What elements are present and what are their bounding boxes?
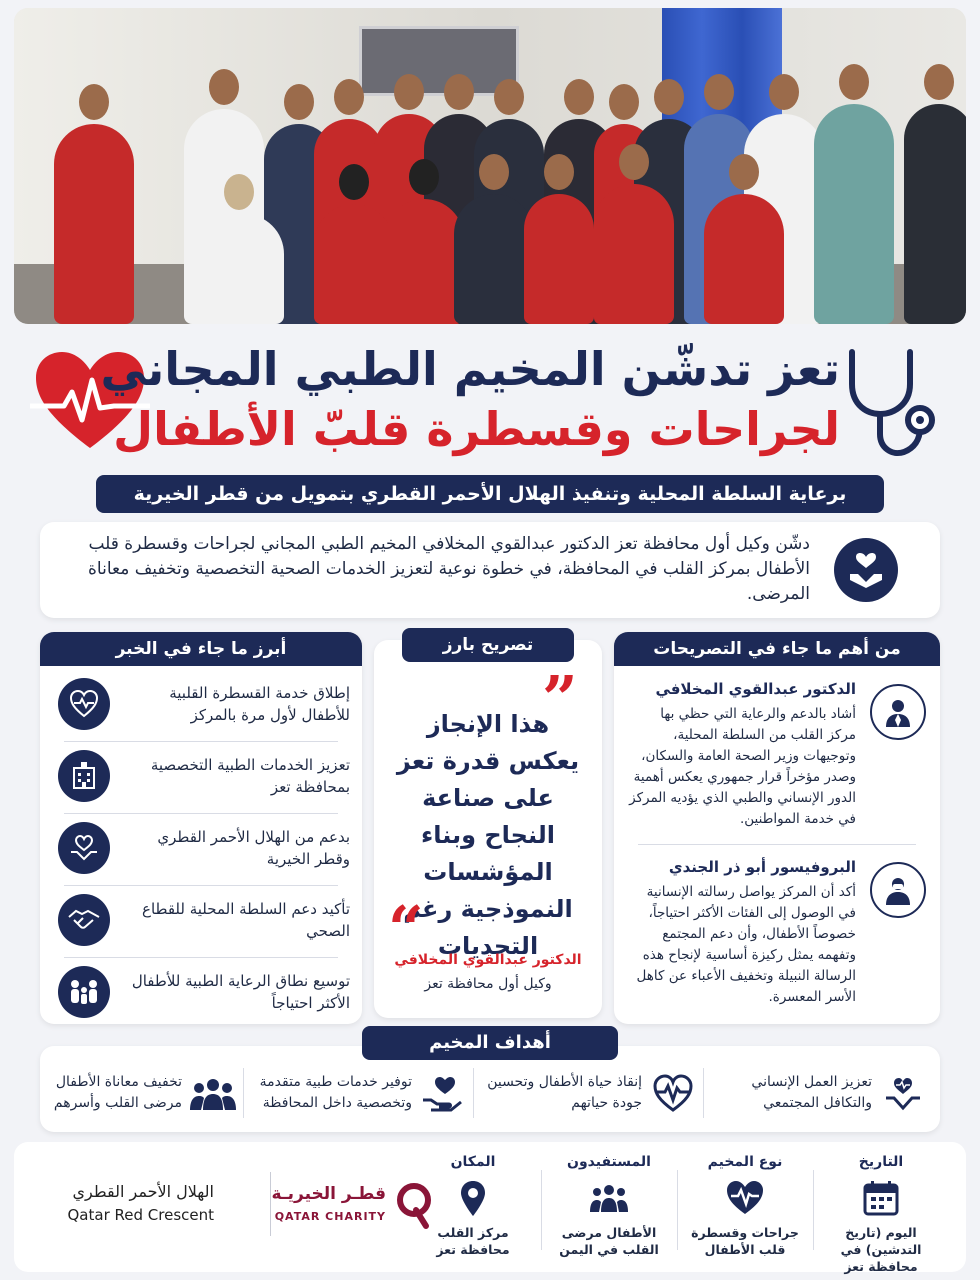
- statement-text: أكد أن المركز يواصل رسالته الإنسانية في الوصول إلى الفئات الأكثر احتياجاً، خصوصاً الأطفال، وأن دعم المجتمع وتفهمه يمثل ركيزة أساسية لإنجاح هذه الرسالة النبيلة وتخفيف الأعباء عن كاهل الأسر المعسرة.: [636, 884, 856, 1005]
- heart-hands-icon: [834, 538, 898, 602]
- qatar-charity-mark-icon: [394, 1180, 434, 1232]
- statement-text: أشاد بالدعم والرعاية التي حظي بها مركز القلب من السلطة المحلية، وتوجيهات وزير الصحة العامة والسكان، وصدر مؤخراً قرار جمهوري يعكس أهمية الدور الإنساني والطبي الذي يؤديه المركز في خدمة المواطنين.: [629, 706, 856, 827]
- heart-pulse-icon: [58, 678, 110, 730]
- calendar-icon: [861, 1178, 901, 1218]
- qatar-charity-ar: قطـر الخيريـة: [271, 1184, 386, 1204]
- qrc-en: Qatar Red Crescent: [67, 1206, 214, 1224]
- family-icon: [58, 966, 110, 1018]
- highlight-text: تأكيد دعم السلطة المحلية للقطاع الصحي: [142, 900, 350, 940]
- statement-item: [628, 858, 926, 1018]
- info-label: التاريخ: [858, 1154, 904, 1170]
- qatar-charity-logo: [271, 1178, 434, 1238]
- group-icon: [589, 1178, 629, 1218]
- highlight-text: إطلاق خدمة القسطرة القلبية للأطفال لأول مرة بالمركز: [169, 684, 350, 724]
- highlight-item: [52, 676, 350, 734]
- info-value: جراحات وقسطرة قلب الأطفال: [691, 1225, 799, 1257]
- quote-panel: [374, 635, 602, 1018]
- info-value: الأطفال مرضى القلب في اليمن: [559, 1225, 659, 1257]
- goal-item: [243, 1070, 468, 1120]
- highlights-heading: أبرز ما جاء في الخبر: [40, 632, 362, 666]
- intro-card: [40, 522, 940, 618]
- heart-pulse-icon: [725, 1178, 765, 1218]
- title-area: [0, 338, 980, 468]
- info-label: المستفيدون: [567, 1154, 651, 1170]
- projector-screen: [359, 26, 519, 96]
- red-crescent-icon: [44, 1188, 80, 1224]
- goal-text: تخفيف معاناة الأطفال مرضى القلب وأسرهم: [53, 1074, 182, 1111]
- location-pin-icon: [453, 1178, 493, 1218]
- highlight-text: بدعم من الهلال الأحمر القطري وقطر الخيرية: [157, 828, 350, 868]
- group-icon: [188, 1072, 238, 1116]
- doctor-icon: [870, 684, 926, 740]
- quote-heading: تصريح بارز: [402, 628, 574, 662]
- title-line-1: تعز تدشّن المخيم الطبي المجاني: [100, 342, 840, 396]
- statement-name: الدكتور عبدالقوي المخلافي: [655, 680, 856, 698]
- highlight-item: [52, 892, 350, 950]
- info-value: اليوم (تاريخ التدشين) في محافظة تعز: [840, 1225, 922, 1274]
- stethoscope-icon: [840, 344, 940, 464]
- statement-name: البروفيسور أبو ذر الجندي: [668, 858, 856, 876]
- highlight-item: [52, 820, 350, 878]
- highlight-text: توسيع نطاق الرعاية الطبية للأطفال الأكثر احتياجاً: [131, 972, 350, 1012]
- group-photo: [14, 8, 966, 324]
- goal-text: إنقاذ حياة الأطفال وتحسين جودة حياتهم: [487, 1074, 642, 1111]
- info-footer: [14, 1142, 966, 1272]
- heart-hand-icon: [418, 1072, 468, 1116]
- info-beneficiaries: [548, 1154, 670, 1266]
- statements-panel: [614, 632, 940, 1024]
- qatar-red-crescent-logo: [44, 1178, 264, 1238]
- goal-item: [473, 1070, 698, 1120]
- quote-text: هذا الإنجاز يعكس قدرة تعز على صناعة النجاح وبناء المؤشسات النموذجية رغم التحديات: [396, 710, 580, 960]
- highlight-text: تعزيز الخدمات الطبية التخصصية بمحافظة تعز: [150, 756, 350, 796]
- highlight-item: [52, 964, 350, 1022]
- heart-hands-icon: [878, 1072, 928, 1116]
- highlight-item: [52, 748, 350, 806]
- info-label: نوع المخيم: [707, 1154, 783, 1170]
- highlights-panel: [40, 632, 362, 1024]
- info-label: المكان: [450, 1154, 496, 1170]
- quote-author: الدكتور عبدالقوي المخلافي: [394, 952, 582, 968]
- subtitle-bar: برعاية السلطة المحلية وتنفيذ الهلال الأحمر القطري بتمويل من قطر الخيرية: [96, 475, 884, 513]
- statements-heading: من أهم ما جاء في التصريحات: [614, 632, 940, 666]
- intro-text: دشّن وكيل أول محافظة تعز الدكتور عبدالقوي المخلافي المخيم الطبي المجاني لجراحات وقسطرة قلب الأطفال بمركز القلب في المحافظة، في خطوة نوعية لتعزيز الخدمات الصحية التخصصية وتخفيف معاناة المرضى.: [88, 534, 810, 604]
- handshake-icon: [58, 894, 110, 946]
- goal-item: [13, 1070, 238, 1120]
- heartbeat-icon: [648, 1072, 698, 1116]
- goal-text: توفير خدمات طبية متقدمة وتخصصية داخل المحافظة: [259, 1074, 412, 1111]
- qrc-ar: الهلال الأحمر القطري: [72, 1182, 214, 1201]
- hospital-icon: [58, 750, 110, 802]
- goals-heading: أهداف المخيم: [362, 1026, 618, 1060]
- info-date: [820, 1154, 942, 1274]
- surgeon-icon: [870, 862, 926, 918]
- info-value: مركز القلب محافظة تعز: [436, 1225, 510, 1257]
- goal-text: تعزيز العمل الإنساني والتكافل المجتمعي: [751, 1074, 872, 1111]
- title-line-2: لجراحات وقسطرة قلبّ الأطفال: [113, 402, 840, 456]
- info-type: [684, 1154, 806, 1266]
- heart-hands-icon: [58, 822, 110, 874]
- quote-close-mark: “: [388, 892, 424, 965]
- goal-item: [703, 1070, 928, 1120]
- quote-open-mark: ”: [542, 662, 578, 735]
- statement-item: [628, 680, 926, 840]
- quote-role: وكيل أول محافظة تعز: [424, 976, 552, 992]
- qatar-charity-en: QATAR CHARITY: [274, 1210, 386, 1223]
